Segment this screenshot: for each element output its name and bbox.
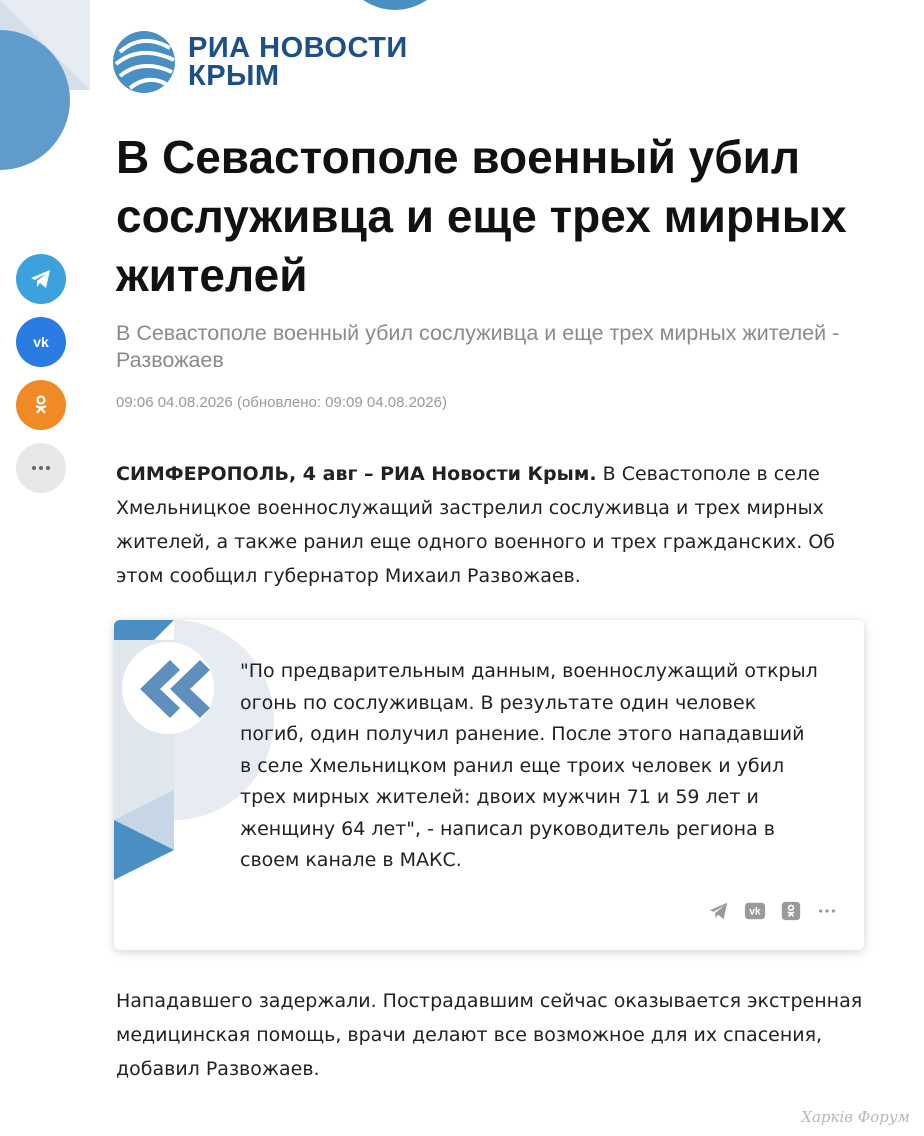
odnoklassniki-icon [29,393,53,417]
quote-share-bar [708,900,838,922]
decorative-corner-shape [0,0,90,180]
quote-share-more[interactable] [816,900,838,922]
telegram-icon [29,267,53,291]
logo-line-1: РИА НОВОСТИ [188,32,408,64]
share-telegram-button[interactable] [16,254,66,304]
decorative-top-circle [330,0,460,12]
vk-icon [29,330,53,354]
ria-novosti-krym-logo[interactable] [112,30,408,94]
vk-icon [744,900,766,922]
globe-logo-icon [112,30,176,94]
lead-dateline-bold: СИМФЕРОПОЛЬ, 4 авг – РИА Новости Крым. [116,463,597,485]
article-lead [116,457,886,593]
telegram-icon [708,900,730,922]
quote-marks-icon [136,656,210,722]
forum-watermark: Харків Форум [801,1108,910,1126]
more-icon [29,456,53,480]
quote-block [114,620,864,950]
share-vk-button[interactable] [16,317,66,367]
article-dateline: 09:06 04.08.2026 (обновлено: 09:09 04.08.2026) [116,394,447,411]
quote-share-telegram[interactable] [708,900,730,922]
article-paragraph-2: Нападавшего задержали. Пострадавшим сейчас оказывается экстренная медицинская помощь, врачи делают все возможное для их спасения, добавил Развожаев. [116,990,863,1080]
quote-share-odnoklassniki[interactable] [780,900,802,922]
article-title: В Севастополе военный убил сослуживца и еще трех мирных жителей [116,131,847,301]
lead-text: В Севастополе в селе Хмельницкое военнослужащий застрелил сослуживца и трех мирных жителей, а также ранил еще одного военного и трех гражданских. Об этом сообщил губернатор Михаил Развожаев. [116,463,836,587]
share-more-button[interactable] [16,443,66,493]
article-subtitle: В Севастополе военный убил сослуживца и еще трех мирных жителей - Развожаев [116,321,840,372]
quote-share-vk[interactable] [744,900,766,922]
share-odnoklassniki-button[interactable] [16,380,66,430]
svg-text:vk: vk [33,334,49,350]
odnoklassniki-icon [780,900,802,922]
logo-line-2: КРЫМ [188,60,280,92]
more-icon [816,900,838,922]
quote-text: "По предварительным данным, военнослужащий открыл огонь по сослуживцам. В результате один человек погиб, один получил ранение. После этого нападавший в селе Хмельницком ранил еще троих человек и убил трех мирных жителей: двоих мужчин 71 и 59 лет и женщину 64 лет", - написал руководитель региона в своем канале в МАКС. [240,660,818,871]
svg-text:vk: vk [749,906,761,918]
share-sidebar [16,254,68,506]
